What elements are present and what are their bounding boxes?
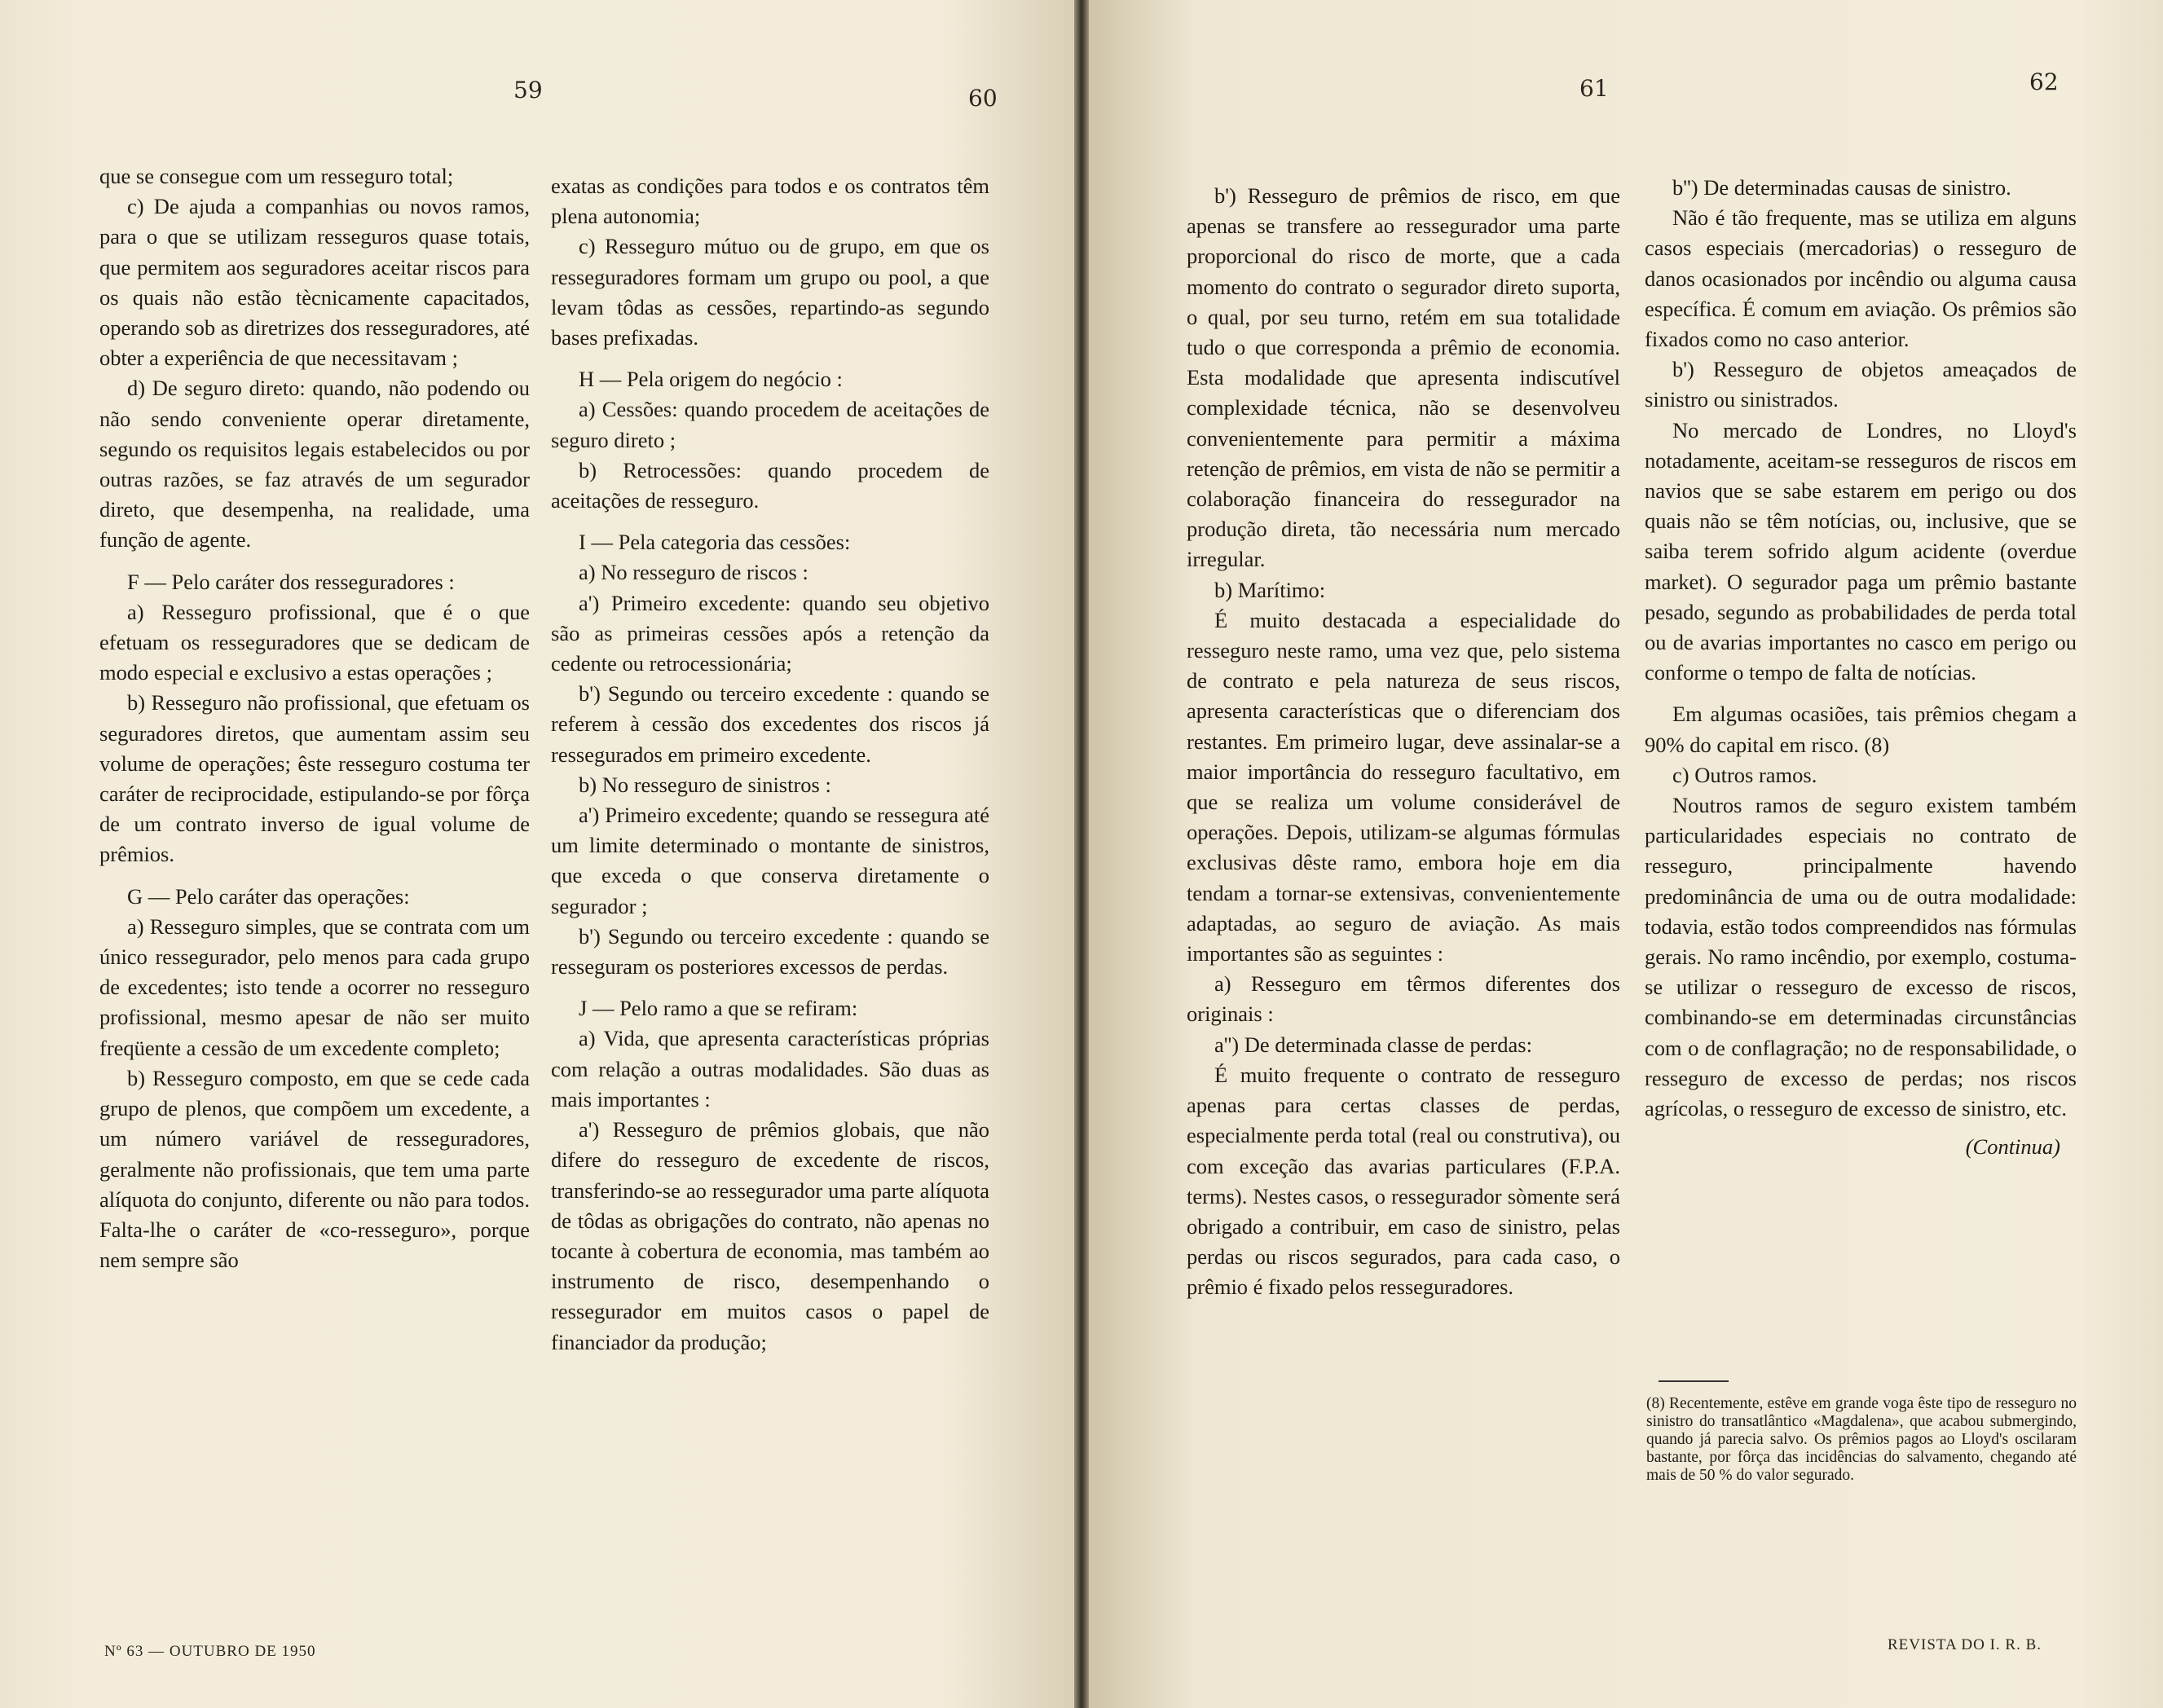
- paragraph: a) Resseguro profissional, que é o que efetuam os resseguradores que se dedicam de modo especial e exclusivo a estas operações ;: [99, 599, 530, 685]
- paragraph: b') Segundo ou terceiro excedente : quando se referem à cessão dos excedentes dos riscos já ressegurados em primeiro excedente.: [551, 681, 989, 767]
- paragraph: b) No resseguro de sinistros :: [579, 772, 831, 797]
- footnote-divider: [1659, 1380, 1729, 1382]
- paragraph: a) Resseguro em têrmos diferentes dos originais :: [1187, 971, 1620, 1027]
- paragraph: Não é tão frequente, mas se utiliza em alguns casos especiais (mercadorias) o resseguro de danos ocasionados por incêndio ou alguma causa específica. É comum em aviação. Os prêmios são fixados como no caso anterior.: [1645, 205, 2077, 352]
- book-gutter: [1074, 0, 1089, 1708]
- paragraph: É muito destacada a especialidade do resseguro neste ramo, uma vez que, pelo sistema de contrato e pela natureza de seus riscos, apresenta características que o diferenciam dos restantes. Em primeiro lugar, deve assinalar-se a maior importância do resseguro facultativo, em que se realiza um volume considerável de operações. Depois, utilizam-se algumas fórmulas exclusivas dêste ramo, embora hoje em dia tendam a tornar-se extensivas, convenientemente adaptadas, ao seguro de aviação. As mais importantes são as seguintes :: [1187, 607, 1620, 966]
- column-2: [551, 171, 989, 1358]
- paragraph: b) Retrocessões: quando procedem de aceitações de resseguro.: [551, 457, 989, 513]
- paragraph: a) Vida, que apresenta características próprias com relação a outras modalidades. São duas as mais importantes :: [551, 1026, 989, 1112]
- paragraph: b'') De determinadas causas de sinistro.: [1672, 175, 2011, 200]
- footer-journal: REVISTA DO I. R. B.: [1888, 1636, 2042, 1653]
- paragraph: b) Resseguro não profissional, que efetuam os seguradores diretos, que aumentam assim seu volume de operações; êste resseguro costuma ter caráter de reciprocidade, estipulando-se por fôrça de um contrato inverso de igual volume de prêmios.: [99, 690, 530, 867]
- paragraph: c) De ajuda a companhias ou novos ramos, para o que se utilizam resseguros quase totais, que permitem aos seguradores aceitar riscos para os quais não estão tècnicamente capacitados, operando sob as diretrizes dos resseguradores, até obter a experiência de que necessitavam ;: [99, 194, 530, 371]
- paragraph: exatas as condições para todos e os contratos têm plena autonomia;: [551, 174, 989, 229]
- paragraph: É muito frequente o contrato de resseguro apenas para certas classes de perdas, especialmente perda total (real ou construtiva), ou com exceção das avarias particulares (F.P.A. terms). Nestes casos, o ressegurador sòmente será obrigado a contribuir, em caso de sinistro, pelas perdas ou riscos segurados, para cada caso, o prêmio é fixado pelos resseguradores.: [1187, 1062, 1620, 1300]
- page-number-61: 61: [1579, 75, 1609, 102]
- paragraph: b') Resseguro de objetos ameaçados de sinistro ou sinistrados.: [1645, 357, 2077, 412]
- footer-issue: Nº 63 — OUTUBRO DE 1950: [104, 1643, 316, 1660]
- paragraph: a'') De determinada classe de perdas:: [1214, 1032, 1532, 1057]
- column-4: [1645, 173, 2077, 1163]
- paragraph: c) Resseguro mútuo ou de grupo, em que os resseguradores formam um grupo ou pool, a que levam tôdas as cessões, repartindo-as segundo bases prefixadas.: [551, 234, 989, 350]
- paragraph: c) Outros ramos.: [1672, 762, 1817, 787]
- paragraph: a) Resseguro simples, que se contrata com um único ressegurador, pelo menos para cada grupo de excedentes; isto tende a ocorrer no resseguro profissional, mesmo apesar de não ser muito freqüente a cessão de um excedente completo;: [99, 913, 530, 1060]
- column-3: [1187, 181, 1620, 1303]
- page-number-62: 62: [2029, 68, 2059, 95]
- section-heading: J — Pelo ramo a que se refiram:: [579, 996, 858, 1021]
- paragraph: b) Marítimo:: [1214, 577, 1326, 602]
- section-heading: H — Pela origem do negócio :: [579, 367, 843, 392]
- paragraph: a) Cessões: quando procedem de aceitações de seguro direto ;: [551, 397, 989, 452]
- paragraph: Em algumas ocasiões, tais prêmios chegam a 90% do capital em risco. (8): [1645, 702, 2077, 757]
- paragraph: No mercado de Londres, no Lloyd's notadamente, aceitam-se resseguros de riscos em navios que se sabe estarem em perigo ou dos quais não se têm notícias, ou, inclusive, que se saiba terem sofrido algum acidente (overdue market). O segurador paga um prêmio bastante pesado, segundo as probabilidades de perda total ou de avarias importantes no casco em perigo ou conforme o tempo de falta de notícias.: [1645, 417, 2077, 685]
- paragraph: b) Resseguro composto, em que se cede cada grupo de plenos, que compõem um excedente, a um número variável de resseguradores, geralmente não profissionais, que tem uma parte alíquota do conjunto, diferente ou não para todos. Falta-lhe o caráter de «co-resseguro», porque nem sempre são: [99, 1065, 530, 1273]
- section-heading: F — Pelo caráter dos resseguradores :: [127, 569, 455, 594]
- paragraph: a') Primeiro excedente: quando seu objetivo são as primeiras cessões após a retenção da cedente ou retrocessionária;: [551, 590, 989, 676]
- paragraph: Noutros ramos de seguro existem também particularidades especiais no contrato de resseguro, principalmente havendo predominância de uma ou de outra modalidade: todavia, estão todos compreendidos nas fórmulas gerais. No ramo incêndio, por exemplo, costuma-se utilizar o resseguro de excesso de riscos, combinando-se em determinadas circunstâncias com o de conflagração; no de responsabilidade, o resseguro de excesso de perdas; nos riscos agrícolas, o resseguro de excesso de sinistro, etc.: [1645, 793, 2077, 1121]
- paragraph: d) De seguro direto: quando, não podendo ou não sendo conveniente operar diretamente, segundo os requisitos legais estabelecidos ou por outras razões, se faz através de um segurador direto, que desempenha, na realidade, uma função de agente.: [99, 376, 530, 552]
- paragraph: b') Resseguro de prêmios de risco, em que apenas se transfere ao ressegurador uma parte proporcional do risco de morte, que a cada momento do contrato o segurador direto suporta, o qual, por seu turno, retém em sua totalidade tudo o que corresponda a prêmio de economia. Esta modalidade que apresenta indiscutível complexidade técnica, não se desenvolveu convenientemente para permitir a máxima retenção de prêmios, em vista de não se permitir a colaboração financeira do ressegurador na produção direta, tão necessária num mercado irregular.: [1187, 183, 1620, 572]
- page-number-59: 59: [513, 77, 543, 103]
- paragraph: a') Primeiro excedente; quando se ressegura até um limite determinado o montante de sinistros, que exceda o que conserva diretamente o segurador ;: [551, 803, 989, 918]
- continued-label: (Continua): [1965, 1134, 2060, 1160]
- paragraph: a') Resseguro de prêmios globais, que não difere do resseguro de excedente de riscos, transferindo-se ao ressegurador uma parte alíquota de tôdas as obrigações do contrato, não apenas no tocante à cobertura de economia, mas também ao instrumento de risco, desempenhando o ressegurador em muitos casos o papel de financiador da produção;: [551, 1117, 989, 1354]
- footnote: (8) Recentemente, estêve em grande voga êste tipo de resseguro no sinistro do transatlântico «Magdalena», que acabou submergindo, quando já parecia salvo. Os prêmios pagos ao Lloyd's oscilaram bastante, por fôrça das incidências do salvamento, chegando até mais de 50 % do valor segurado.: [1646, 1395, 2077, 1484]
- section-heading: G — Pelo caráter das operações:: [127, 883, 410, 909]
- paragraph: que se consegue com um resseguro total;: [99, 164, 454, 188]
- paragraph: b') Segundo ou terceiro excedente : quando se resseguram os posteriores excessos de perdas.: [551, 923, 989, 979]
- section-heading: I — Pela categoria das cessões:: [579, 530, 851, 555]
- column-1: [99, 161, 530, 1275]
- paragraph: a) No resseguro de riscos :: [579, 560, 808, 585]
- page-number-60: 60: [968, 85, 998, 112]
